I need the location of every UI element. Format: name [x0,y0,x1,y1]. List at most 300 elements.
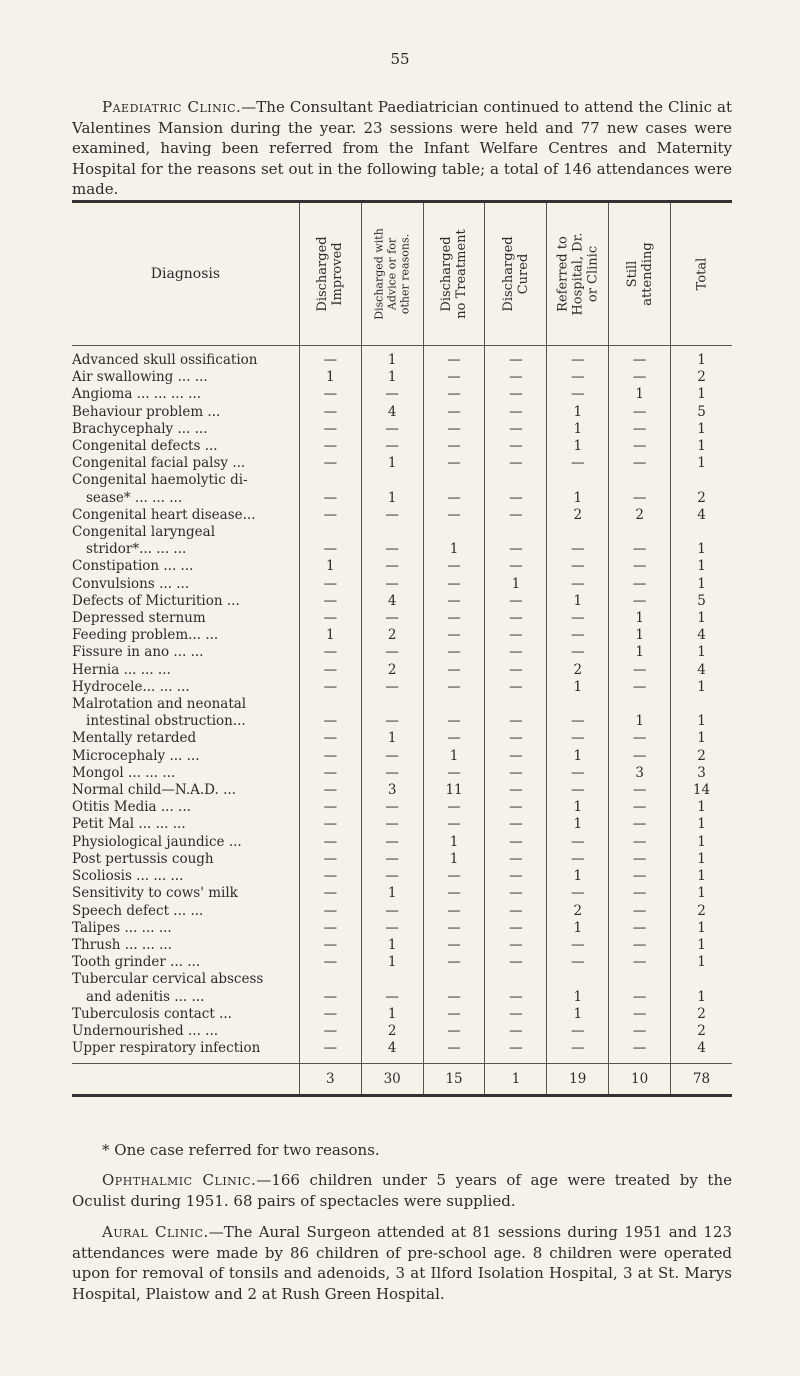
col-header-discharged-improved [299,202,361,346]
cell-value: — [299,541,361,558]
table-row [72,610,732,627]
cell-value: — [485,765,547,782]
table-row [72,593,732,610]
table-row [72,386,732,403]
aural-paragraph [72,1222,732,1304]
cell-value: — [485,937,547,954]
cell-value: 4 [697,627,706,644]
cell-value: — [423,920,485,937]
cell-value: — [299,1023,361,1040]
cell-value: — [609,799,671,816]
cell-value: 1 [547,593,609,610]
diagnosis-name: Tuberculosis contact ... [72,1006,299,1023]
cell-value: — [609,576,671,593]
diagnosis-name: Congenital laryngeal [72,524,299,541]
diagnosis-name: Microcephaly ... ... [72,748,299,765]
diagnosis-name: Depressed sternum [72,610,299,627]
cell-value: — [547,455,609,472]
total-value: 30 [361,1064,423,1096]
cell-value: — [609,782,671,799]
table-row [72,507,732,524]
table-row [72,834,732,851]
cell-value: 1 [697,988,706,1005]
cell-value: — [299,1040,361,1057]
table-row [72,851,732,868]
cell-value: — [609,1023,671,1040]
cell-value: — [547,730,609,747]
diagnosis-name: Post pertussis cough [72,851,299,868]
cell-value: 1 [423,748,485,765]
cell-value: — [485,1023,547,1040]
cell-value: — [361,834,423,851]
diagnosis-name: Congenital heart disease... [72,507,299,524]
table-row [72,799,732,816]
cell-value [423,696,485,713]
cell-value: — [299,730,361,747]
cell-value [299,524,361,541]
cell-value: — [485,868,547,885]
cell-value: 1 [609,386,671,403]
cell-value: 1 [299,369,361,386]
cell-value: 4 [697,1040,706,1057]
cell-value: — [485,782,547,799]
cell-value: — [485,851,547,868]
cell-value: 1 [361,1006,423,1023]
cell-value [547,524,609,541]
total-value: 10 [609,1064,671,1096]
cell-value: — [485,386,547,403]
totals-label [72,1064,299,1096]
ophthalmic-paragraph [72,1170,732,1211]
cell-value: — [299,954,361,971]
cell-value: 2 [547,662,609,679]
diagnosis-name: and adenitis ... ... [72,989,299,1006]
cell-value [361,696,423,713]
cell-value: 1 [361,352,423,369]
cell-value: 4 [697,506,706,523]
cell-value: — [485,455,547,472]
cell-value: — [361,438,423,455]
cell-value [485,971,547,988]
cell-value: — [485,558,547,575]
cell-value: 1 [547,799,609,816]
cell-value: 1 [547,1006,609,1023]
cell-value: — [299,920,361,937]
diagnosis-name: Air swallowing ... ... [72,369,299,386]
cell-value: — [485,627,547,644]
aural-text: —The Aural Surgeon attended at 81 sessions during 1951 and 123 attendances were made by 86 children of pre-school age. 8 children were operated upon for removal of tonsils and adenoids, 3 at Ilford Isolation Hospital, 3 at St. Marys Hospital, Plaistow and 2 at Rush Green Hospital. [72,1223,732,1303]
cell-value: 1 [697,455,706,472]
table-row [72,662,732,679]
cell-value: — [547,713,609,730]
cell-value: — [423,1023,485,1040]
cell-value: — [609,730,671,747]
cell-value: 2 [697,902,706,919]
diagnosis-name: sease* ... ... ... [72,490,299,507]
table-row [72,868,732,885]
cell-value: — [299,490,361,507]
cell-value: — [609,851,671,868]
cell-value [671,696,732,713]
cell-value: — [547,851,609,868]
cell-value: — [299,507,361,524]
cell-value: — [361,576,423,593]
table-row [72,644,732,661]
cell-value: — [423,989,485,1006]
cell-value: — [485,885,547,902]
cell-value: — [547,834,609,851]
cell-value: — [485,1006,547,1023]
diagnosis-name: stridor*... ... ... [72,541,299,558]
cell-value: 1 [697,420,706,437]
cell-value [671,472,732,489]
cell-value [361,472,423,489]
diagnosis-table [72,200,732,1097]
cell-value: 1 [361,885,423,902]
cell-value: 1 [697,713,706,730]
diagnosis-name: Fissure in ano ... ... [72,644,299,661]
table-row [72,421,732,438]
cell-value: — [423,799,485,816]
col-header-text: Discharged with Advice or for other reasons. [372,228,412,320]
cell-value: — [299,421,361,438]
cell-value: — [361,868,423,885]
col-header-text: Still attending [624,242,655,306]
cell-value: — [299,662,361,679]
cell-value: — [423,679,485,696]
cell-value: — [423,816,485,833]
table-row [72,679,732,696]
cell-value: 1 [697,730,706,747]
cell-value: 2 [697,1022,706,1039]
cell-value [671,971,732,988]
cell-value: — [299,885,361,902]
diagnosis-name: Sensitivity to cows' milk [72,885,299,902]
cell-value: — [423,490,485,507]
cell-value: 1 [697,438,706,455]
cell-value: — [547,937,609,954]
cell-value: — [609,748,671,765]
cell-value: 2 [547,903,609,920]
table-body [72,346,732,1096]
cell-value: — [423,438,485,455]
table-row [72,472,732,489]
cell-value: 1 [547,748,609,765]
cell-value: — [361,507,423,524]
cell-value: 1 [697,799,706,816]
col-header-text: Referred to Hospital, Dr. or Clinic [555,232,601,316]
cell-value: — [547,576,609,593]
cell-value: 4 [361,593,423,610]
cell-value [485,696,547,713]
cell-value: 1 [423,834,485,851]
cell-value: 1 [697,386,706,403]
cell-value: — [361,421,423,438]
cell-value: 1 [609,713,671,730]
diagnosis-name: Talipes ... ... ... [72,920,299,937]
cell-value: — [299,713,361,730]
table-row [72,920,732,937]
cell-value: 1 [697,816,706,833]
cell-value: 1 [547,421,609,438]
cell-value: — [423,386,485,403]
cell-value: — [485,593,547,610]
cell-value: — [299,1006,361,1023]
cell-value: — [299,610,361,627]
col-header-discharged-advice [361,202,423,346]
cell-value: — [485,920,547,937]
col-header-discharged-cured [485,202,547,346]
cell-value [609,971,671,988]
diagnosis-name: Defects of Micturition ... [72,593,299,610]
cell-value [485,524,547,541]
cell-value: — [423,352,485,369]
diagnosis-name: intestinal obstruction... [72,713,299,730]
cell-value: — [609,885,671,902]
cell-value: — [299,799,361,816]
diagnosis-name: Thrush ... ... ... [72,937,299,954]
cell-value: 1 [547,920,609,937]
cell-value: — [547,386,609,403]
cell-value: 1 [697,678,706,695]
cell-value: — [361,748,423,765]
cell-value: — [423,868,485,885]
cell-value: — [609,662,671,679]
cell-value: — [609,558,671,575]
diagnosis-name: Speech defect ... ... [72,903,299,920]
cell-value: — [609,937,671,954]
cell-value: — [485,679,547,696]
col-header-total [671,202,732,346]
cell-value: — [609,490,671,507]
table-row [72,937,732,954]
diagnosis-name: Congenital haemolytic di- [72,472,299,489]
ophthalmic-text: —166 children under 5 years of age were treated by the Oculist during 1951. 68 pairs of spectacles were supplied. [72,1171,733,1210]
cell-value: 1 [299,558,361,575]
cell-value: — [485,541,547,558]
footnote: * One case referred for two reasons. [102,1141,380,1159]
col-header-text: Discharged Improved [315,236,346,312]
cell-value: — [485,610,547,627]
cell-value [299,696,361,713]
cell-value: — [423,1040,485,1057]
cell-value: — [609,954,671,971]
cell-value: — [361,920,423,937]
cell-value: — [361,851,423,868]
cell-value: — [423,507,485,524]
cell-value: 5 [697,592,706,609]
cell-value: — [423,765,485,782]
cell-value: — [547,954,609,971]
cell-value: — [299,937,361,954]
cell-value: — [299,834,361,851]
cell-value: 3 [361,782,423,799]
col-header-discharged-no-treatment [423,202,485,346]
cell-value: — [547,765,609,782]
cell-value: 14 [692,782,711,799]
table-row [72,1023,732,1040]
cell-value: — [547,352,609,369]
cell-value: 1 [697,868,706,885]
cell-value: 1 [361,455,423,472]
paediatric-text: —The Consultant Paediatrician continued to attend the Clinic at Valentines Mansion during the year. 23 sessions were held and 77 new cases were examined, having been referred from the Infant Welfare Centres and Maternity Hospital for the reasons set out in the following table; a total of 146 attendances were made. [72,98,732,198]
table-row [72,696,732,713]
cell-value: — [423,421,485,438]
cell-value [609,472,671,489]
table-row [72,885,732,902]
cell-value: — [609,816,671,833]
cell-value: — [485,507,547,524]
cell-value [423,971,485,988]
cell-value: 1 [609,610,671,627]
cell-value: — [547,644,609,661]
diagnosis-name: Tooth grinder ... ... [72,954,299,971]
total-value: 78 [671,1064,732,1096]
cell-value: — [299,404,361,421]
cell-value: 1 [697,644,706,661]
diagnosis-name: Congenital defects ... [72,438,299,455]
cell-value [547,971,609,988]
cell-value: — [299,816,361,833]
cell-value: — [423,644,485,661]
cell-value: — [299,644,361,661]
diagnosis-name: Scoliosis ... ... ... [72,868,299,885]
table-row [72,989,732,1006]
cell-value: — [609,989,671,1006]
cell-value: — [299,903,361,920]
cell-value: 2 [697,1005,706,1022]
paediatric-heading: Paediatric Clinic. [102,98,242,116]
cell-value: — [485,834,547,851]
table-row [72,455,732,472]
cell-value: 1 [697,885,706,902]
cell-value: — [485,816,547,833]
cell-value [423,524,485,541]
totals-row [72,1064,732,1096]
diagnosis-name: Advanced skull ossification [72,352,299,369]
cell-value: — [423,576,485,593]
cell-value: — [609,404,671,421]
col-header-text: Discharged no Treatment [439,229,470,319]
table-row [72,438,732,455]
cell-value: — [299,748,361,765]
diagnosis-name: Constipation ... ... [72,558,299,575]
cell-value: 2 [609,507,671,524]
cell-value: — [485,662,547,679]
cell-value: — [485,1040,547,1057]
cell-value: — [485,404,547,421]
diagnosis-name: Petit Mal ... ... ... [72,816,299,833]
diagnosis-name: Normal child—N.A.D. ... [72,782,299,799]
diagnosis-name: Mongol ... ... ... [72,765,299,782]
page-number: 55 [390,50,410,68]
cell-value: 1 [547,868,609,885]
table-row [72,748,732,765]
diagnosis-name: Upper respiratory infection [72,1040,299,1057]
cell-value: — [485,799,547,816]
cell-value: 1 [697,954,706,971]
cell-value: — [299,765,361,782]
cell-value: — [299,851,361,868]
cell-value: — [361,679,423,696]
cell-value: 1 [361,369,423,386]
cell-value: 5 [697,403,706,420]
cell-value: 1 [547,490,609,507]
diagnosis-name: Convulsions ... ... [72,576,299,593]
diagnosis-name: Behaviour problem ... [72,404,299,421]
cell-value: 1 [361,954,423,971]
cell-value: — [299,576,361,593]
cell-value: — [609,679,671,696]
col-header-referred [547,202,609,346]
cell-value: — [609,593,671,610]
cell-value: — [609,868,671,885]
table-row [72,352,732,369]
cell-value: — [609,903,671,920]
table-row [72,954,732,971]
cell-value: 1 [485,576,547,593]
diagnosis-name: Undernourished ... ... [72,1023,299,1040]
cell-value: — [609,455,671,472]
table-row [72,404,732,421]
cell-value: — [485,954,547,971]
cell-value: 1 [697,541,706,558]
cell-value: — [361,610,423,627]
cell-value: — [547,885,609,902]
cell-value: 1 [547,404,609,421]
diagnosis-header: Diagnosis [72,202,299,346]
cell-value: 1 [361,937,423,954]
col-header-still-attending [609,202,671,346]
diagnosis-name: Hydrocele... ... ... [72,679,299,696]
cell-value [361,524,423,541]
cell-value: — [485,748,547,765]
cell-value: — [299,868,361,885]
cell-value: — [299,593,361,610]
cell-value: — [609,541,671,558]
cell-value: — [609,834,671,851]
cell-value: 1 [361,490,423,507]
cell-value: — [299,455,361,472]
diagnosis-name: Brachycephaly ... ... [72,421,299,438]
cell-value: 1 [697,936,706,953]
cell-value: — [609,352,671,369]
cell-value: — [547,1040,609,1057]
table-row [72,541,732,558]
cell-value: — [547,369,609,386]
col-header-text: Discharged Cured [500,236,531,312]
cell-value: — [485,903,547,920]
cell-value: 2 [697,747,706,764]
cell-value: — [423,730,485,747]
cell-value: 1 [609,627,671,644]
cell-value [485,472,547,489]
cell-value: — [361,541,423,558]
cell-value: — [485,438,547,455]
cell-value: — [547,610,609,627]
cell-value: — [423,713,485,730]
cell-value [671,524,732,541]
cell-value: — [423,404,485,421]
table-row [72,971,732,988]
cell-value: 1 [697,575,706,592]
cell-value: — [361,799,423,816]
cell-value: — [361,644,423,661]
cell-value: 2 [361,662,423,679]
cell-value: — [609,421,671,438]
cell-value: 1 [361,730,423,747]
table-row [72,576,732,593]
